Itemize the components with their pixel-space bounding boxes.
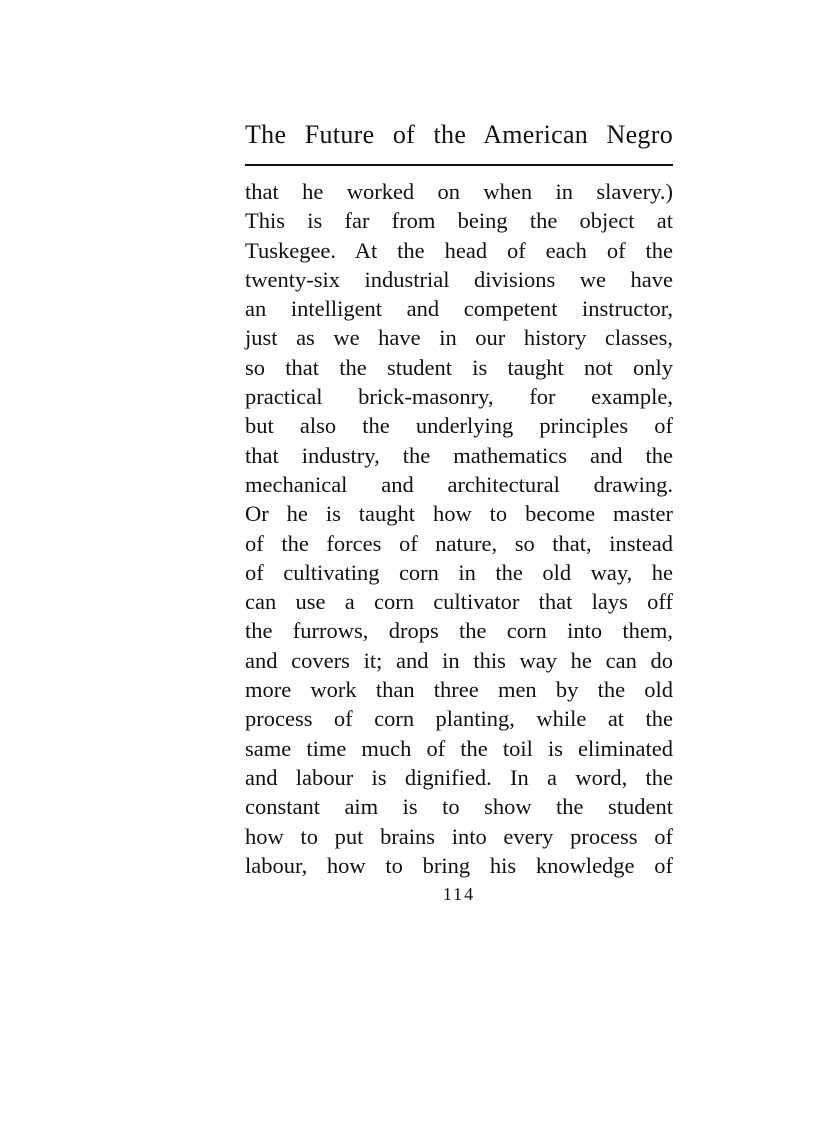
text-line: just as we have in our history classes, xyxy=(245,325,673,351)
text-line: and labour is dignified. In a word, the xyxy=(245,764,673,790)
text-line: labour, how to bring his knowledge of xyxy=(245,852,673,878)
text-line: but also the underlying principles of xyxy=(245,413,673,439)
text-line: so that the student is taught not only xyxy=(245,354,673,380)
text-line: more work than three men by the old xyxy=(245,677,673,703)
text-line: This is far from being the object at xyxy=(245,208,673,234)
text-line: that he worked on when in slavery.) xyxy=(245,179,673,204)
text-line: of cultivating corn in the old way, he xyxy=(245,559,673,585)
page-number: 114 xyxy=(442,884,476,904)
text-line: an intelligent and competent instructor, xyxy=(245,296,673,322)
running-head: The Future of the American Negro xyxy=(245,120,673,149)
text-line: mechanical and architectural drawing. xyxy=(245,471,673,497)
text-line: can use a corn cultivator that lays off xyxy=(245,589,673,615)
text-line: practical brick-masonry, for example, xyxy=(245,384,673,410)
text-line: and covers it; and in this way he can do xyxy=(245,647,673,673)
text-line: twenty-six industrial divisions we have xyxy=(245,266,673,292)
text-line: process of corn planting, while at the xyxy=(245,706,673,732)
text-line: the furrows, drops the corn into them, xyxy=(245,618,673,644)
text-line: that industry, the mathematics and the xyxy=(245,442,673,468)
text-line: Or he is taught how to become master xyxy=(245,501,673,527)
text-line: constant aim is to show the student xyxy=(245,794,673,820)
body-text xyxy=(245,177,673,880)
text-line: Tuskegee. At the head of each of the xyxy=(245,237,673,263)
header-rule xyxy=(245,164,673,166)
text-line: same time much of the toil is eliminated xyxy=(245,735,673,761)
text-line: how to put brains into every process of xyxy=(245,823,673,849)
text-line: of the forces of nature, so that, instead xyxy=(245,530,673,556)
